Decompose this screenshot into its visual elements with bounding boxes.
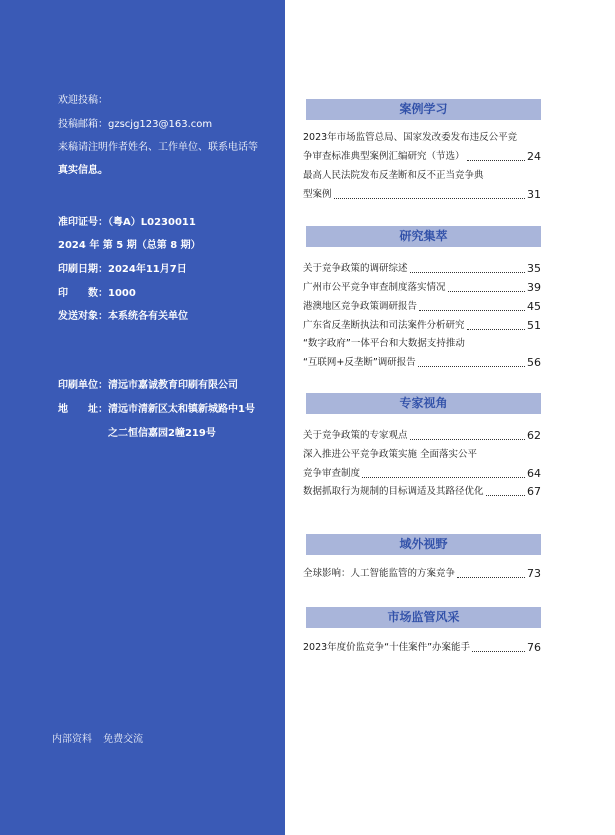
send-to: 发送对象：本系统各有关单位: [58, 311, 188, 322]
toc-entry[interactable]: [303, 316, 541, 335]
toc-entry[interactable]: [303, 166, 541, 204]
address-line-1: 地 址：清远市清新区太和镇新城路中1号: [58, 404, 255, 415]
section-header-research: 研究集萃: [306, 226, 541, 247]
address-line-2: 之二恒信嘉园2幢219号: [108, 428, 216, 439]
toc-entry[interactable]: [303, 278, 541, 297]
toc-entry-title-line: 最高人民法院发布反垄断和反不正当竞争典: [303, 170, 484, 181]
toc-entry-title-line: 型案例: [303, 189, 332, 200]
toc-entry-title-line: “数字政府”一体平台和大数据支持推动: [303, 338, 465, 349]
toc-entry-title-line: 广州市公平竞争审查制度落实情况: [303, 282, 446, 293]
email-line: 投稿邮箱：gzscjg123@163.com: [58, 119, 213, 130]
info-panel: [0, 0, 285, 835]
toc-entry-title-line: 关于竞争政策的调研综述: [303, 263, 408, 274]
print-date: 印刷日期：2024年11月7日: [58, 264, 187, 275]
page-number: 24: [527, 150, 541, 163]
toc-entry[interactable]: [303, 426, 541, 445]
section-header-case-study: 案例学习: [306, 99, 541, 120]
toc-entry-title-line: 港澳地区竞争政策调研报告: [303, 301, 418, 312]
toc-entry-title-line: 全球影响：人工智能监管的方案竞争: [303, 568, 456, 579]
footer-internal: 内部资料: [52, 734, 92, 745]
page-number: 45: [527, 300, 541, 313]
printer: 印刷单位：清远市嘉诚教育印刷有限公司: [58, 380, 238, 391]
toc-entry[interactable]: [303, 638, 541, 657]
issue-number: 2024 年 第 5 期（总第 8 期）: [58, 240, 201, 251]
page-number: 76: [527, 641, 541, 654]
toc-entry[interactable]: [303, 482, 541, 501]
copies: 印 数：1000: [58, 288, 136, 299]
toc-entry[interactable]: [303, 297, 541, 316]
page-number: 64: [527, 467, 541, 480]
toc-entry[interactable]: [303, 445, 541, 483]
toc-entry[interactable]: [303, 334, 541, 372]
toc-entry-title-line: 深入推进公平竞争政策实施 全面落实公平: [303, 449, 478, 460]
section-header-overseas: 域外视野: [306, 534, 541, 555]
page-number: 39: [527, 281, 541, 294]
page-number: 73: [527, 567, 541, 580]
submission-note-1: 来稿请注明作者姓名、工作单位、联系电话等: [58, 142, 258, 153]
page-number: 67: [527, 485, 541, 498]
page-number: 62: [527, 429, 541, 442]
section-header-market: 市场监管风采: [306, 607, 541, 628]
page-number: 35: [527, 262, 541, 275]
page-number: 56: [527, 356, 541, 369]
footer-note: [52, 730, 151, 745]
toc-entry[interactable]: [303, 259, 541, 278]
submission-note-2: 真实信息。: [58, 165, 108, 176]
toc-entry[interactable]: [303, 128, 541, 166]
section-header-expert: 专家视角: [306, 393, 541, 414]
welcome-text: 欢迎投稿：: [58, 95, 108, 106]
toc-entry-title-line: 关于竞争政策的专家观点: [303, 430, 408, 441]
permit-number: 准印证号：（粤A）L0230011: [58, 217, 196, 228]
toc-entry-title-line: 广东省反垄断执法和司法案件分析研究: [303, 320, 465, 331]
page-number: 31: [527, 188, 541, 201]
toc-entry-title-line: “互联网+反垄断”调研报告: [303, 357, 416, 368]
toc-entry-title-line: 数据抓取行为规制的目标调适及其路径优化: [303, 486, 484, 497]
page-number: 51: [527, 319, 541, 332]
toc-entry-title-line: 2023年市场监管总局、国家发改委发布违反公平竞: [303, 132, 518, 143]
toc-entry[interactable]: [303, 564, 541, 583]
footer-free: 免费交流: [103, 734, 144, 745]
toc-entry-title-line: 竞争审查制度: [303, 468, 361, 479]
toc-entry-title-line: 2023年度价监竞争“十佳案件”办案能手: [303, 642, 471, 653]
toc-entry-title-line: 争审查标准典型案例汇编研究（节选）: [303, 151, 465, 162]
